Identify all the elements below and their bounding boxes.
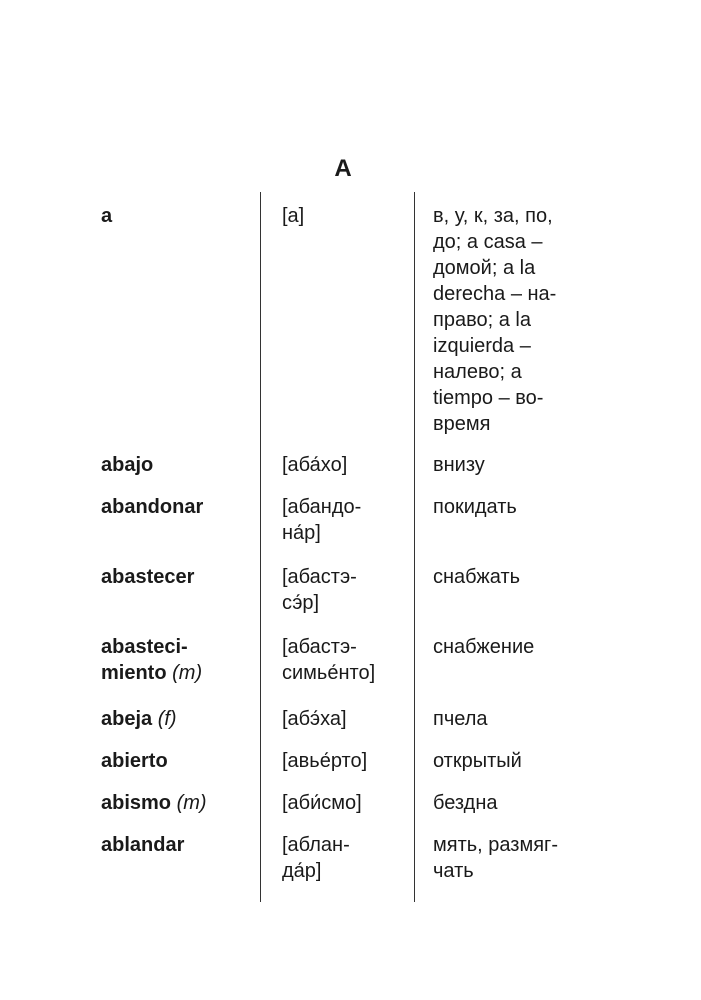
headword: abandonar (101, 496, 204, 518)
section-letter: A (334, 155, 352, 182)
column-divider (414, 192, 415, 902)
transcription: [абастэ- сэ́р] (282, 566, 357, 614)
transcription: [абастэ- симье́нто] (282, 636, 376, 684)
gender-label: (m) (166, 662, 203, 684)
transcription: [авье́рто] (282, 750, 368, 772)
headword: abajo (101, 454, 154, 476)
headword: a (101, 205, 113, 227)
translation: снабжение (433, 636, 535, 658)
translation: открытый (433, 750, 522, 772)
transcription: [аба́хо] (282, 454, 348, 476)
transcription: [а] (282, 205, 305, 227)
column-divider (260, 192, 261, 902)
transcription: [абандо- на́р] (282, 496, 362, 544)
gender-label: (m) (171, 792, 207, 814)
transcription: [абэ́ха] (282, 708, 347, 730)
translation: внизу (433, 454, 485, 476)
translation: в, у, к, за, по, до; a casa – домой; a la derecha – на- право; a la izquierda – налево; a tiempo – во- время (433, 205, 557, 435)
headword: abastecer (101, 566, 195, 588)
headword: abeja (f) (101, 708, 177, 730)
translation: снабжать (433, 566, 521, 588)
transcription: [аблан- да́р] (282, 834, 350, 882)
transcription: [аби́смо] (282, 792, 362, 814)
headword: abismo (m) (101, 792, 207, 814)
headword: abasteci- miento (m) (101, 636, 203, 684)
gender-label: (f) (152, 708, 177, 730)
translation: мять, размяг- чать (433, 834, 558, 882)
translation: покидать (433, 496, 517, 518)
headword: abierto (101, 750, 168, 772)
headword: ablandar (101, 834, 185, 856)
translation: бездна (433, 792, 498, 814)
translation: пчела (433, 708, 488, 730)
